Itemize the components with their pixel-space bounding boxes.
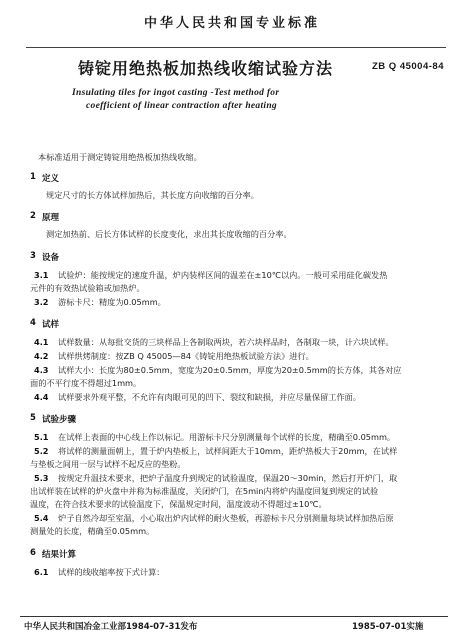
- clause-text: 试样的线收缩率按下式计算：: [58, 567, 165, 577]
- clause-text: 按规定升温技术要求，把炉子温度升到规定的试验温度，保温20～30min，然后打开炉门，取: [58, 473, 398, 483]
- clause-text: 试样要求外观平整，不允许有肉眼可见的凹下、裂纹和缺损，并应尽量保留工作面。: [58, 392, 361, 402]
- clause-text: 将试样的测量面朝上，置于炉内垫板上，试样间距大于10mm，距炉热板大于20mm，在试样: [58, 446, 398, 456]
- clause-text: 游标卡尺：精度为0.05mm。: [58, 297, 166, 307]
- implementation-date: 1985-07-01实施: [352, 622, 424, 632]
- section-6-number: 6: [30, 548, 36, 558]
- clause-number: 4.1: [34, 337, 49, 347]
- header-divider: [26, 47, 446, 48]
- clause-number: 3.2: [34, 297, 49, 307]
- clause-number: 4.2: [34, 351, 49, 361]
- clause-text: 测量处的长度，精确至0.05mm。: [30, 526, 155, 536]
- clause-number: 5.2: [34, 446, 49, 456]
- section-4-number: 4: [30, 318, 36, 328]
- clause-number: 4.3: [34, 365, 49, 375]
- clause-text: 温度，在符合技术要求的试验温度下，保温规定时间，温度波动不得超过±10℃。: [30, 499, 327, 509]
- section-3-number: 3: [30, 251, 36, 261]
- clause-number: 3.1: [34, 270, 49, 280]
- clause-number: 5.3: [34, 473, 49, 483]
- section-4-title: 试样: [42, 320, 60, 330]
- english-title-line-2: coefficient of linear contraction after heating: [86, 101, 277, 111]
- section-6-title: 结果计算: [42, 550, 77, 560]
- clause-text: 面的不平行度不得超过1mm。: [30, 378, 142, 388]
- document-title: 铸锭用绝热板加热线收缩试验方法: [78, 59, 334, 78]
- standard-issuer-header: 中华人民共和国专业标准: [143, 16, 320, 31]
- clause-text: 在试样上表面的中心线上作以标记。用游标卡尺分别测量每个试样的长度，精确至0.05mm。: [58, 432, 396, 442]
- footer-divider: [20, 616, 448, 617]
- clause-text: 与垫板之间用一层与试样不起反应的垫粉。: [30, 459, 186, 469]
- clause-number: 4.4: [34, 392, 49, 402]
- section-1-text: 规定尺寸的长方体试样加热后，其长度方向收缩的百分率。: [46, 190, 259, 200]
- intro-paragraph: 本标准适用于测定铸锭用绝热板加热线收缩。: [38, 152, 202, 162]
- clause-text: 试验炉：能按规定的速度升温，炉内装样区间的温差在±10℃以内。一般可采用硅化碳发热: [58, 270, 388, 280]
- section-2-title: 原理: [42, 213, 60, 223]
- section-2-number: 2: [30, 211, 36, 221]
- clause-text: 出试样装在试样的炉火盘中并称为标准温度，关闭炉门，在5min内将炉内温度回复到规定的试验: [30, 486, 379, 496]
- english-title-line-1: Insulating tiles for ingot casting -Test method for: [72, 88, 280, 98]
- section-1-number: 1: [30, 172, 36, 182]
- section-3-title: 设备: [42, 253, 60, 263]
- section-2-text: 测定加热前、后长方体试样的长度变化，求出其长度收缩的百分率。: [46, 229, 292, 239]
- clause-text: 试样数量：从每批交货的三块样品上各制取两块，若六块样品时，各制取一块，计六块试样。: [58, 337, 394, 347]
- issue-date: 中华人民共和国冶金工业部1984-07-31发布: [24, 622, 198, 632]
- clause-text: 试样大小：长度为80±0.5mm，宽度为20±0.5mm，厚度为20±0.5mm的长方体，其各对应: [58, 365, 402, 375]
- clause-number: 6.1: [34, 567, 49, 577]
- clause-text: 炉子自然冷却至室温，小心取出炉内试样的耐火垫板，再游标卡尺分别测量每块试样加热后原: [58, 513, 394, 523]
- section-5-title: 试验步骤: [42, 415, 77, 425]
- standard-code: ZB Q 45004-84: [372, 61, 444, 72]
- section-1-title: 定义: [42, 174, 60, 184]
- section-5-number: 5: [30, 413, 36, 423]
- clause-text: 试样烘烤制度：按ZB Q 45005—84《铸锭用绝热板试验方法》进行。: [58, 351, 314, 361]
- clause-text: 元件的有效热试验箱或加热炉。: [30, 283, 145, 293]
- clause-number: 5.1: [34, 432, 49, 442]
- clause-number: 5.4: [34, 513, 49, 523]
